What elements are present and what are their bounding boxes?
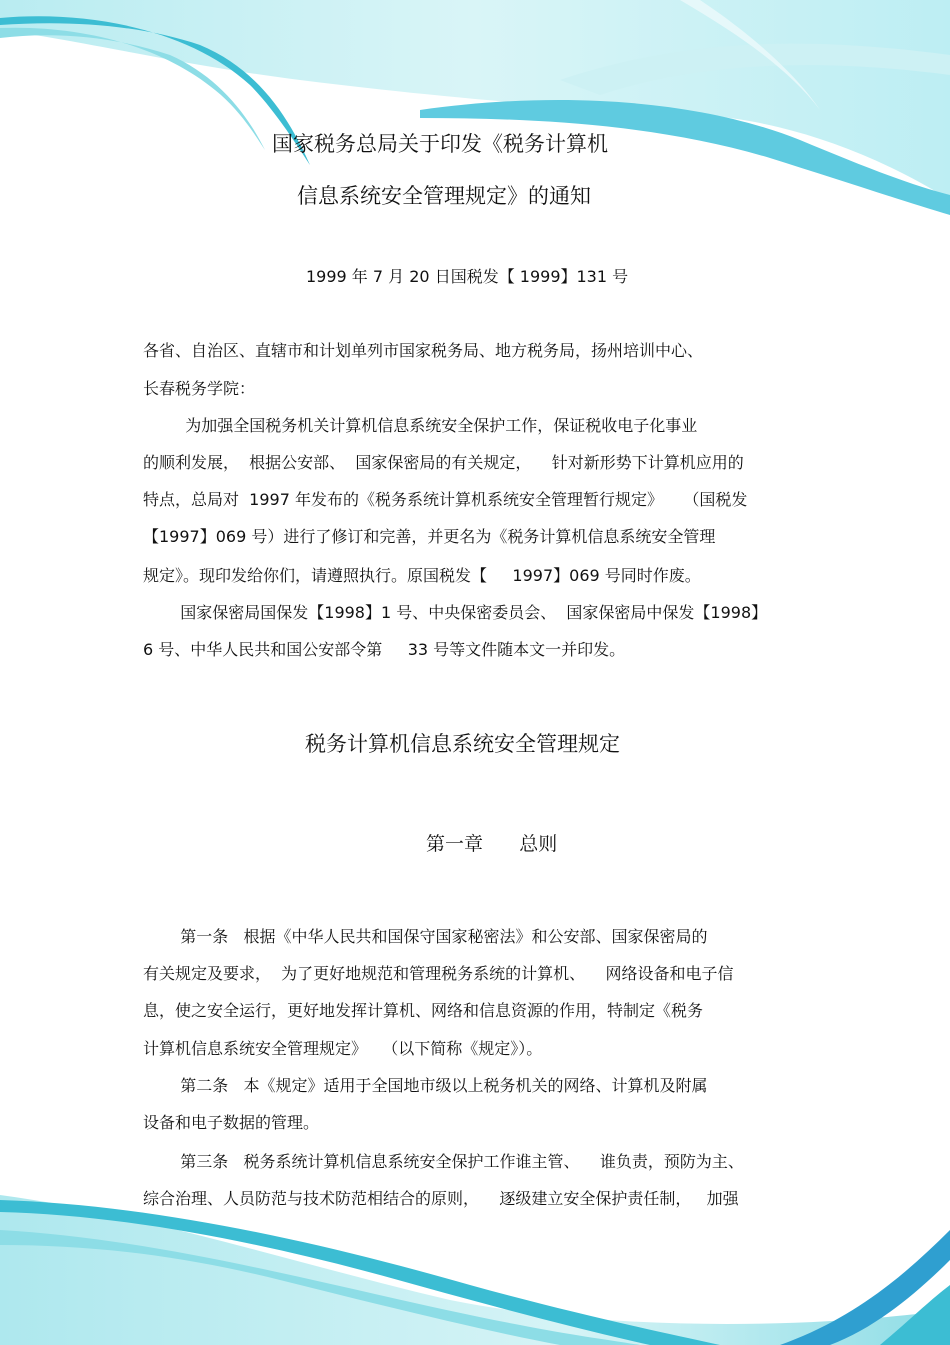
- article-line: 第一条 根据《中华人民共和国保守国家秘密法》和公安部、国家保密局的: [165, 927, 708, 946]
- document-date-number: 1999 年 7 月 20 日国税发【 1999】131 号: [306, 267, 629, 286]
- document-title-line-1: 国家税务总局关于印发《税务计算机: [272, 132, 608, 156]
- regulation-heading: 税务计算机信息系统安全管理规定: [305, 732, 620, 756]
- notice-line: 【1997】069 号）进行了修订和完善，并更名为《税务计算机信息系统安全管理: [143, 527, 716, 546]
- notice-line: 长春税务学院：: [143, 379, 256, 398]
- notice-line: 国家保密局国保发【1998】1 号、中央保密委员会、 国家保密局中保发【1998】: [165, 603, 768, 622]
- notice-line: 特点，总局对 1997 年发布的《税务系统计算机系统安全管理暂行规定》 （国税发: [143, 490, 748, 509]
- article-line: 计算机信息系统安全管理规定》 （以下简称《规定》）。: [143, 1039, 543, 1058]
- article-line: 设备和电子数据的管理。: [143, 1113, 320, 1132]
- notice-line: 6 号、中华人民共和国公安部令第 33 号等文件随本文一并印发。: [143, 640, 626, 659]
- document-title-line-2: 信息系统安全管理规定》的通知: [297, 184, 591, 208]
- notice-line: 规定》。现印发给你们，请遵照执行。原国税发【 1997】069 号同时作废。: [143, 566, 701, 585]
- notice-line: 为加强全国税务机关计算机信息系统安全保护工作，保证税收电子化事业: [170, 416, 698, 435]
- article-line: 第三条 税务系统计算机信息系统安全保护工作谁主管、 谁负责，预防为主、: [165, 1152, 744, 1171]
- notice-line: 各省、自治区、直辖市和计划单列市国家税务局、地方税务局，扬州培训中心、: [143, 341, 704, 360]
- article-line: 综合治理、人员防范与技术防范相结合的原则， 逐级建立安全保护责任制， 加强: [143, 1189, 739, 1208]
- article-line: 第二条 本《规定》适用于全国地市级以上税务机关的网络、计算机及附属: [165, 1076, 708, 1095]
- notice-line: 的顺利发展， 根据公安部、 国家保密局的有关规定， 针对新形势下计算机应用的: [143, 453, 744, 472]
- chapter-heading: 第一章 总则: [426, 833, 558, 855]
- article-line: 有关规定及要求， 为了更好地规范和管理税务系统的计算机、 网络设备和电子信: [143, 964, 734, 983]
- article-line: 息，使之安全运行，更好地发挥计算机、网络和信息资源的作用，特制定《税务: [143, 1001, 704, 1020]
